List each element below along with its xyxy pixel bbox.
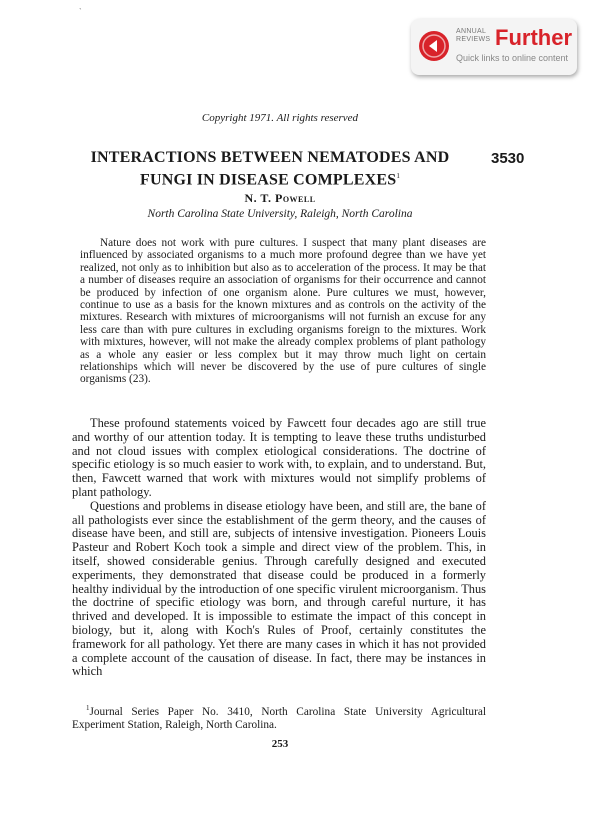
page-number: 253 <box>271 738 289 750</box>
footnote-text: Journal Series Paper No. 3410, North Carolina State University Agricultural Experiment Station, Raleigh, North Carolina. <box>72 705 486 731</box>
paragraph: Questions and problems in disease etiology have been, and still are, the bane of all pathologists ever since the establishment of the germ theory, and the causes of disease have been, and still are, subjects of intensive investigation. Pioneers Louis Pasteur and Robert Koch took a simple and direct view of the problem. This, in itself, showed considerable genius. Through carefully designed and executed experiments, they demonstrated that disease could be produced in a formerly healthy individual by the introduction of one specific virulent microorganism. Thus the doctrine of specific etiology was born, and through careful nurture, it has thrived and developed. It is impossible to estimate the impact of this concept in biology, but it, along with Koch's Rules of Proof, certainly constitutes the framework for all pathology. Yet there are many cases in which it has not provided a complete account of the causation of disease. In fact, there may be instances in which <box>72 498 486 679</box>
epigraph-quote <box>80 237 486 386</box>
footnote-mark: 1 <box>86 704 90 712</box>
page-id: 3530 <box>491 150 525 167</box>
copyright-line: Copyright 1971. All rights reserved <box>201 112 359 124</box>
affiliation: North Carolina State University, Raleigh, North Carolina <box>147 208 413 220</box>
title-line-1: INTERACTIONS BETWEEN NEMATODES AND <box>90 149 450 166</box>
quick-links-label: Quick links to online content <box>456 53 569 63</box>
further-badge[interactable] <box>411 19 577 75</box>
arrow-left-icon <box>419 31 449 61</box>
corner-mark: ` <box>79 7 82 16</box>
article-title <box>80 149 460 189</box>
annual-reviews-logo: ANNUAL REVIEWS <box>456 28 491 43</box>
footnote <box>72 702 486 732</box>
body-text <box>72 417 486 679</box>
quote-text: Nature does not work with pure cultures. I suspect that many plant diseases are influenced by associated organisms to a much more profound degree than we have yet realized, not only as to inhibition but also as to acceleration of the process. It may be that a number of diseases require an association of organisms for their occurrence and cannot be produced by infection of one organism alone. Pure cultures we must, however, continue to use as a basis for the known mixtures and as controls on the activity of the mixtures. Research with mixtures of microorganisms will not furnish an excuse for any less care than with pure cultures in excluding organisms foreign to the mixtures. Work with mixtures, however, will not make the already complex problems of plant pathology as a whole any easier or less complex but it may throw much light on certain relationships which will never be discovered by the use of pure cultures of single organisms (23). <box>80 237 486 386</box>
title-footnote-mark: 1 <box>396 172 401 180</box>
paragraph: These profound statements voiced by Fawcett four decades ago are still true and worthy of our attention today. It is tempting to leave these truths undisturbed and not cloud issues with complex etiological considerations. The doctrine of specific etiology is so much easier to work with, to explain, and to understand. But, then, Fawcett warned that work with mixtures would not simplify problems of plant pathology. <box>72 416 486 499</box>
further-label: Further <box>495 25 572 50</box>
title-line-2: FUNGI IN DISEASE COMPLEXES <box>139 171 397 189</box>
author: N. T. Powell <box>244 191 316 205</box>
